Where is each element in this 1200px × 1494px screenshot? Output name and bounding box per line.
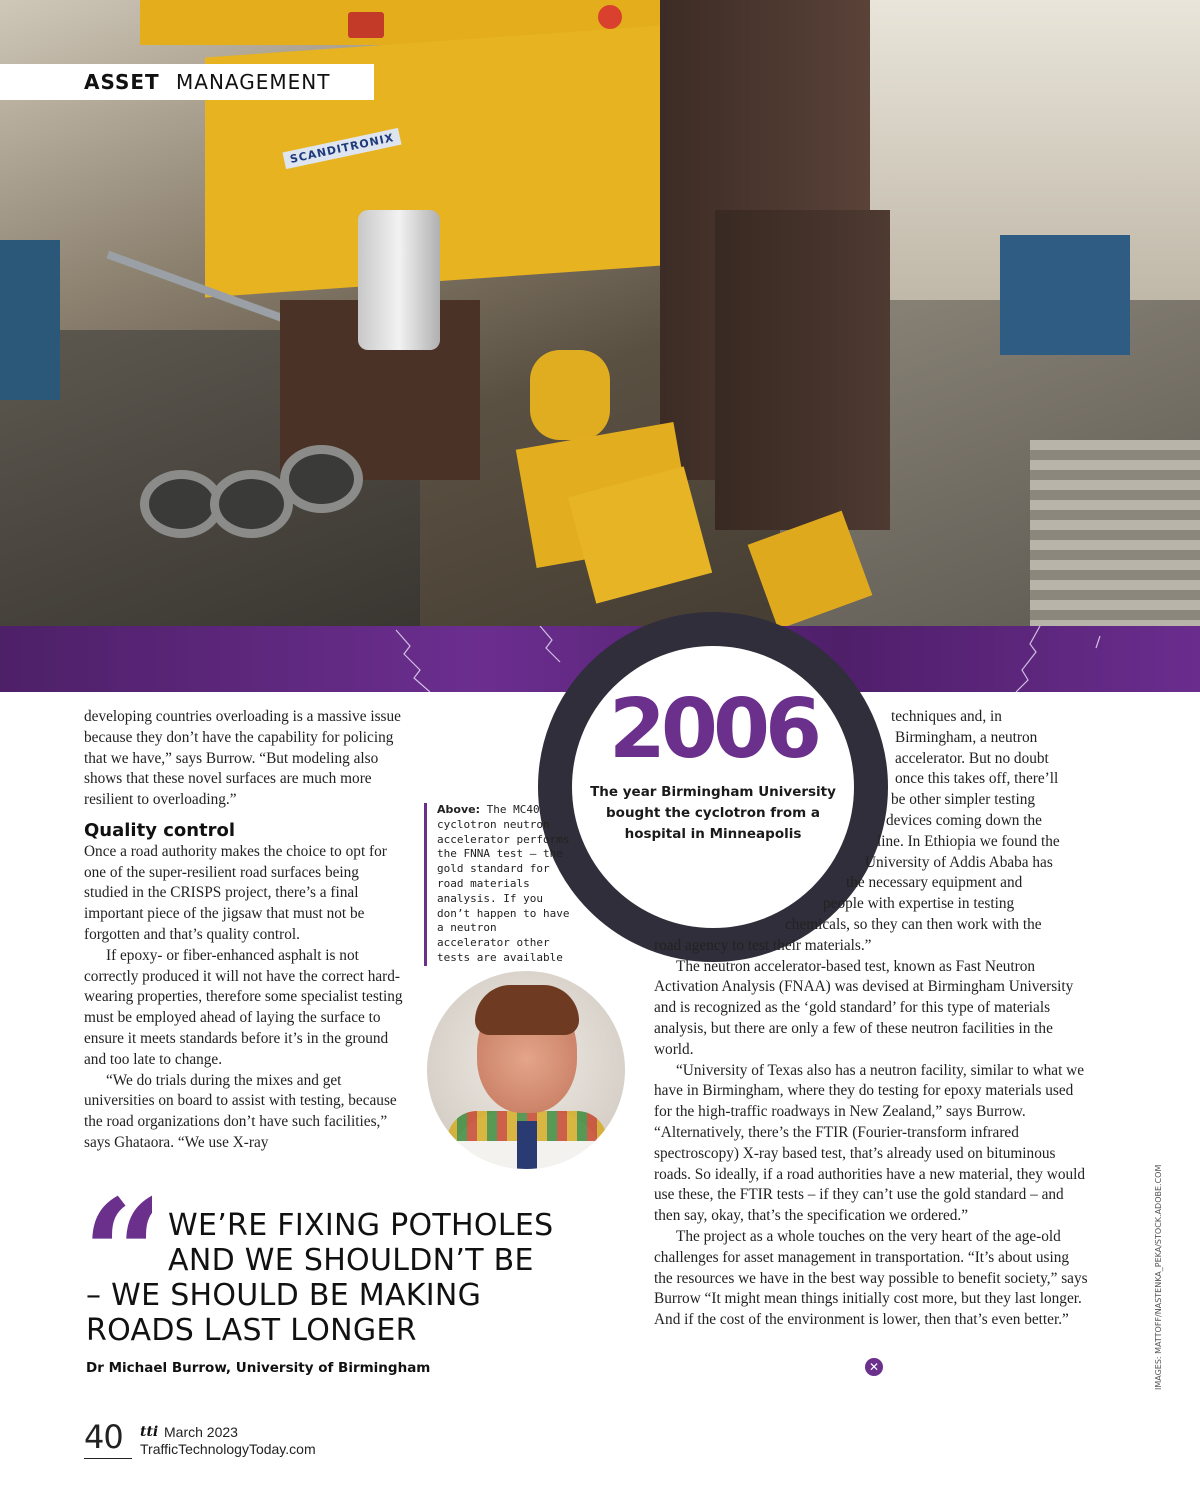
pull-quote-line: AND WE SHOULDN’T BE bbox=[168, 1243, 534, 1278]
pull-quote bbox=[86, 1208, 626, 1348]
wrap-line: once this takes off, there’ll bbox=[895, 770, 1059, 788]
wrap-line: chemicals, so they can then work with the bbox=[785, 915, 1042, 933]
body-paragraph: “We do trials during the mixes and get universities on board to assist with testing, because the road organizations don’t have such facilities,” says Ghataora. “We use X-ray bbox=[84, 1071, 397, 1151]
wrap-line: road agency to test their materials.” bbox=[654, 936, 872, 954]
tti-end-mark-icon: ✕ bbox=[865, 1358, 883, 1376]
footer-rule bbox=[84, 1458, 132, 1459]
portrait-photo bbox=[427, 971, 625, 1169]
left-column bbox=[84, 707, 404, 1154]
wrap-line: accelerator. But no doubt bbox=[895, 749, 1049, 767]
image-credit: IMAGES: MATTOFF/NASTENKA_PEKA/STOCK.ADOBE.COM bbox=[1154, 1164, 1163, 1390]
pull-quote-line: ROADS LAST LONGER bbox=[86, 1313, 417, 1348]
section-tag-bold: ASSET bbox=[84, 70, 160, 94]
body-paragraph: If epoxy- or fiber-enhanced asphalt is not correctly produced it will not have the correct hard-wearing properties, therefore some specialist testing must be employed ahead of laying the surface to ensure it meets standards before it’s in the ground and too late to change. bbox=[84, 946, 403, 1068]
pull-quote-line: – WE SHOULD BE MAKING bbox=[86, 1278, 482, 1313]
pull-quote-line: WE’RE FIXING POTHOLES bbox=[168, 1208, 554, 1243]
wrap-line: line. In Ethiopia we found the bbox=[877, 832, 1060, 850]
magazine-site: TrafficTechnologyToday.com bbox=[140, 1441, 316, 1457]
wrap-line: Birmingham, a neutron bbox=[895, 728, 1038, 746]
wrap-line: University of Addis Ababa has bbox=[865, 853, 1053, 871]
wrap-line: people with expertise in testing bbox=[823, 895, 1015, 913]
section-tag-light: MANAGEMENT bbox=[176, 70, 331, 94]
caption-text: The MC40 cyclotron neutron accelerator performs the FNNA test – the gold standard for road materials analysis. If you don’t happen to have a neutron accelerator other tests are available bbox=[437, 803, 570, 964]
magazine-brand: tti bbox=[140, 1424, 159, 1440]
issue-date: March 2023 bbox=[164, 1424, 238, 1440]
stat-caption: The year Birmingham University bought the cyclotron from a hospital in Minneapolis bbox=[590, 784, 836, 842]
wrap-line: be other simpler testing bbox=[891, 791, 1036, 809]
wrap-line: techniques and, in bbox=[891, 708, 1002, 725]
body-paragraph: “University of Texas also has a neutron facility, similar to what we have in Birmingham, where they do testing for epoxy materials used for the high-traffic roadways in New Zealand,” says Burrow. “Alternatively, there’s the FTIR (Fourier-transform infrared spectroscopy) X-ray based test, that’s already used on bituminous roads. So ideally, if a road authorities have a new material, they would use these, the FTIR tests – if they can’t use the gold standard – and then say, okay, that’s the specification we ordered.” bbox=[654, 1061, 1086, 1225]
section-tag bbox=[0, 64, 374, 100]
body-paragraph: Once a road authority makes the choice to opt for one of the super-resilient road surfaces being studied in the CRISPS project, there’s a final important piece of the jigsaw that must not be forgotten and that’s quality control. bbox=[84, 842, 387, 943]
caption-label: Above: bbox=[437, 803, 480, 816]
body-paragraph: The project as a whole touches on the very heart of the age-old challenges for asset management in transportation. “It’s about using the resources we have in the best way possible to benefit society,” says Burrow “It might mean things initially cost more, but they last longer. And if the cost of the environment is lower, then that’s even better.” bbox=[654, 1227, 1088, 1329]
equipment-brand-label: SCANDITRONIX bbox=[283, 128, 402, 169]
quote-attribution: Dr Michael Burrow, University of Birmingham bbox=[86, 1360, 431, 1376]
page-footer bbox=[84, 1418, 484, 1462]
photo-caption bbox=[424, 803, 576, 966]
body-paragraph: developing countries overloading is a massive issue because they don’t have the capability for policing that we have,” says Burrow. “But modeling also shows that these novel surfaces are much more resilient to overloading.” bbox=[84, 708, 401, 809]
section-heading: Quality control bbox=[84, 819, 236, 841]
stat-number: 2006 bbox=[608, 682, 818, 777]
page-number: 40 bbox=[84, 1418, 123, 1456]
wrap-line: the necessary equipment and bbox=[846, 874, 1023, 892]
wrap-line: devices coming down the bbox=[886, 811, 1042, 829]
quote-mark-icon: “ bbox=[82, 1180, 153, 1280]
right-column bbox=[654, 707, 1089, 1331]
body-paragraph: The neutron accelerator-based test, known as Fast Neutron Activation Analysis (FNAA) was devised at Birmingham University and is recognized as the ‘gold standard’ for this type of materials analysis, but there are only a few of these neutron facilities in the world. bbox=[654, 957, 1074, 1058]
